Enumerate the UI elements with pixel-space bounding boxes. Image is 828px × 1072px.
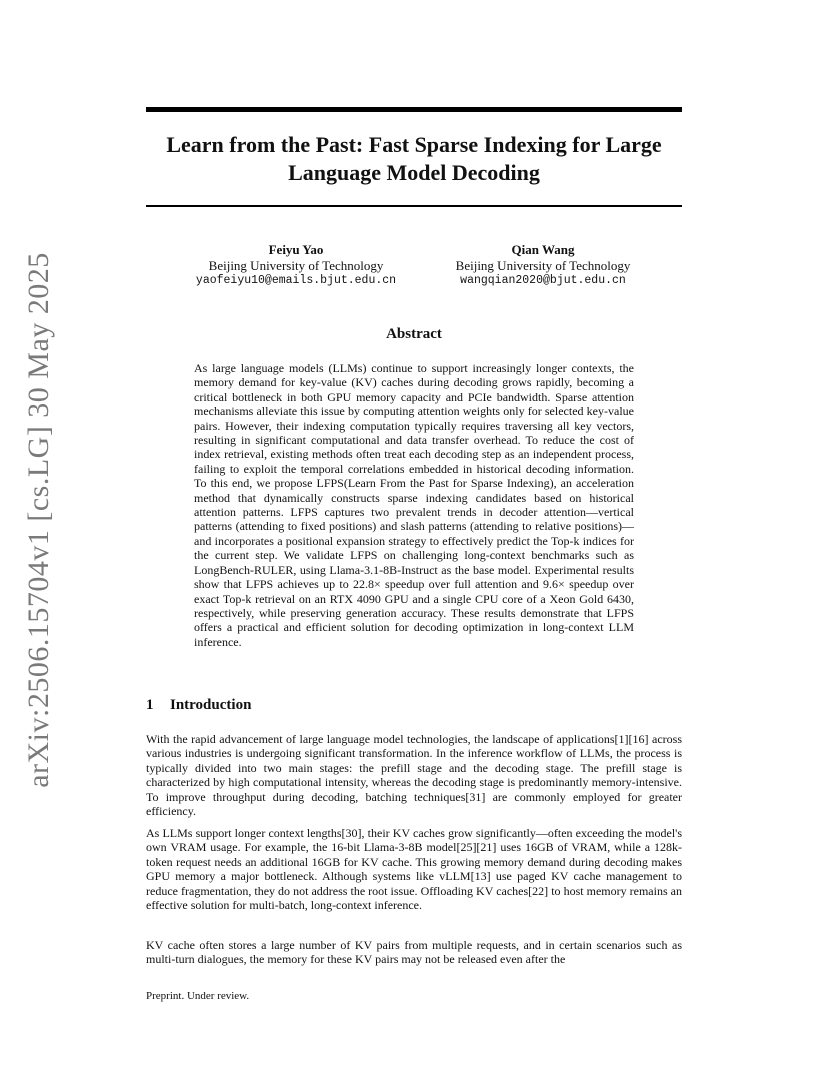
author-name: Qian Wang bbox=[511, 242, 575, 257]
author-email: yaofeiyu10@emails.bjut.edu.cn bbox=[195, 274, 397, 287]
section-number: 1 bbox=[146, 697, 154, 713]
paper-title: Learn from the Past: Fast Sparse Indexing for Large Language Model Decoding bbox=[166, 132, 662, 185]
author-block-2 bbox=[423, 242, 663, 289]
title-top-rule bbox=[146, 107, 682, 112]
body-paragraph: As LLMs support longer context lengths[30], their KV caches grow significantly—often exceeding the model's own VRAM usage. For example, the 16-bit Llama-3-8B model[25][21] uses 16GB of VRAM, while a 128k-token request needs an additional 16GB for KV cache. This growing memory demand during decoding makes GPU memory a major bottleneck. Although systems like vLLM[13] use paged KV cache management to reduce fragmentation, they do not address the root issue. Offloading KV caches[22] to host memory remains an effective solution for multi-batch, long-context inference. bbox=[146, 826, 682, 913]
body-paragraph: With the rapid advancement of large language model technologies, the landscape of applications[1][16] across various industries is undergoing significant transformation. In the inference workflow of LLMs, the process is typically divided into two main stages: the prefill stage and the decoding stage. The prefill stage is characterized by high computational intensity, whereas the decoding stage is predominantly memory-intensive. To improve throughput during decoding, batching techniques[31] are commonly employed for greater efficiency. bbox=[146, 732, 682, 819]
abstract-heading: Abstract bbox=[386, 326, 442, 342]
author-email: wangqian2020@bjut.edu.cn bbox=[460, 274, 626, 287]
author-affiliation: Beijing University of Technology bbox=[455, 257, 631, 273]
body-paragraph: KV cache often stores a large number of KV pairs from multiple requests, and in certain scenarios such as multi-turn dialogues, the memory for these KV pairs may not be released even after the bbox=[146, 938, 682, 967]
author-block-1 bbox=[176, 242, 416, 289]
arxiv-id-text: arXiv:2506.15704v1 [cs.LG] 30 May 2025 bbox=[22, 252, 55, 788]
title-bottom-rule bbox=[146, 205, 682, 207]
arxiv-side-stamp bbox=[15, 252, 63, 788]
abstract-text: As large language models (LLMs) continue to support increasingly longer contexts, the memory demand for key-value (KV) caches during decoding grows rapidly, becoming a critical bottleneck in both GPU memory capacity and PCIe bandwidth. Sparse attention mechanisms alleviate this issue by computing attention weights only for selected key-value pairs. However, their indexing computation typically requires traversing all key vectors, resulting in significant computational and data transfer overhead. To reduce the cost of index retrieval, existing methods often treat each decoding step as an independent process, failing to exploit the temporal correlations embedded in historical decoding information. To this end, we propose LFPS(Learn From the Past for Sparse Indexing), an acceleration method that dynamically constructs sparse indexing candidates based on historical attention patterns. LFPS captures two prevalent trends in decoder attention—vertical patterns (attending to fixed positions) and slash patterns (attending to relative positions)—and incorporates a positional expansion strategy to effectively predict the Top-k indices for the current step. We validate LFPS on challenging long-context benchmarks such as LongBench-RULER, using Llama-3.1-8B-Instruct as the base model. Experimental results show that LFPS achieves up to 22.8× speedup over full attention and 9.6× speedup over exact Top-k retrieval on an RTX 4090 GPU and a single CPU core of a Xeon Gold 6430, respectively, while preserving generation accuracy. These results demonstrate that LFPS offers a practical and efficient solution for decoding optimization in long-context LLM inference. bbox=[194, 361, 634, 649]
author-affiliation: Beijing University of Technology bbox=[208, 257, 384, 273]
section-heading bbox=[146, 697, 251, 714]
preprint-footer: Preprint. Under review. bbox=[146, 990, 250, 1002]
section-title: Introduction bbox=[170, 697, 252, 713]
author-name: Feiyu Yao bbox=[268, 242, 324, 257]
